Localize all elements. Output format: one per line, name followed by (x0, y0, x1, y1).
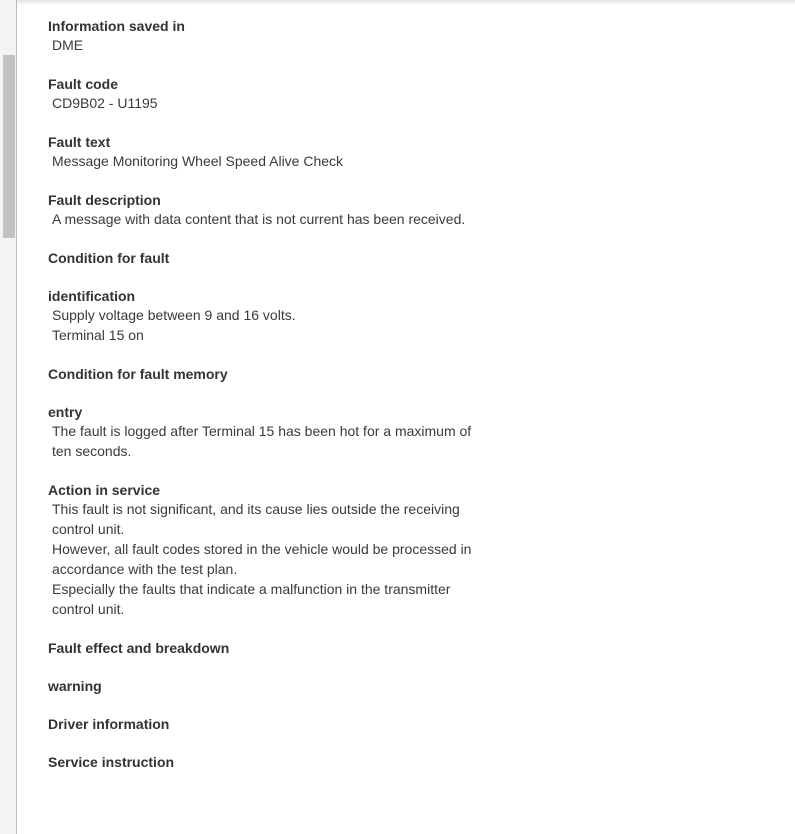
section-label: Driver information (48, 716, 170, 732)
section-value: Message Monitoring Wheel Speed Alive Check (52, 153, 344, 169)
section-label: Fault code (48, 76, 119, 92)
section-condition-for-fault-memory (48, 365, 748, 383)
vertical-scrollbar[interactable] (0, 0, 17, 834)
section-warning (48, 677, 748, 695)
section-identification (48, 287, 748, 345)
section-value: However, all fault codes stored in the vehicle would be processed in (52, 541, 472, 557)
section-label: warning (48, 678, 102, 694)
section-fault-effect-and-breakdown (48, 639, 748, 657)
section-value: This fault is not significant, and its cause lies outside the receiving (52, 501, 460, 517)
section-value: accordance with the test plan. (52, 561, 238, 577)
section-value: ten seconds. (52, 443, 132, 459)
section-label: identification (48, 288, 136, 304)
section-action-in-service (48, 481, 748, 619)
section-value: control unit. (52, 601, 125, 617)
section-value: Supply voltage between 9 and 16 volts. (52, 307, 296, 323)
section-label: Information saved in (48, 18, 185, 34)
header-shadow (17, 0, 795, 6)
section-label: Fault effect and breakdown (48, 640, 230, 656)
section-value: Especially the faults that indicate a malfunction in the transmitter (52, 581, 451, 597)
fault-detail-content (48, 17, 748, 791)
section-value: DME (52, 37, 84, 53)
section-service-instruction (48, 753, 748, 771)
section-value: CD9B02 - U1195 (52, 95, 158, 111)
section-value: control unit. (52, 521, 125, 537)
section-condition-for-fault (48, 249, 748, 267)
section-label: entry (48, 404, 83, 420)
section-driver-information (48, 715, 748, 733)
section-label: Service instruction (48, 754, 175, 770)
section-fault-code (48, 75, 748, 113)
section-information-saved-in (48, 17, 748, 55)
scrollbar-thumb[interactable] (3, 55, 15, 238)
section-fault-text (48, 133, 748, 171)
section-label: Action in service (48, 482, 161, 498)
section-value: A message with data content that is not current has been received. (52, 211, 466, 227)
section-label: Condition for fault (48, 250, 170, 266)
section-label: Fault text (48, 134, 111, 150)
section-value: Terminal 15 on (52, 327, 144, 343)
section-label: Condition for fault memory (48, 366, 228, 382)
section-label: Fault description (48, 192, 161, 208)
section-fault-description (48, 191, 748, 229)
section-entry (48, 403, 748, 461)
section-value: The fault is logged after Terminal 15 has been hot for a maximum of (52, 423, 472, 439)
